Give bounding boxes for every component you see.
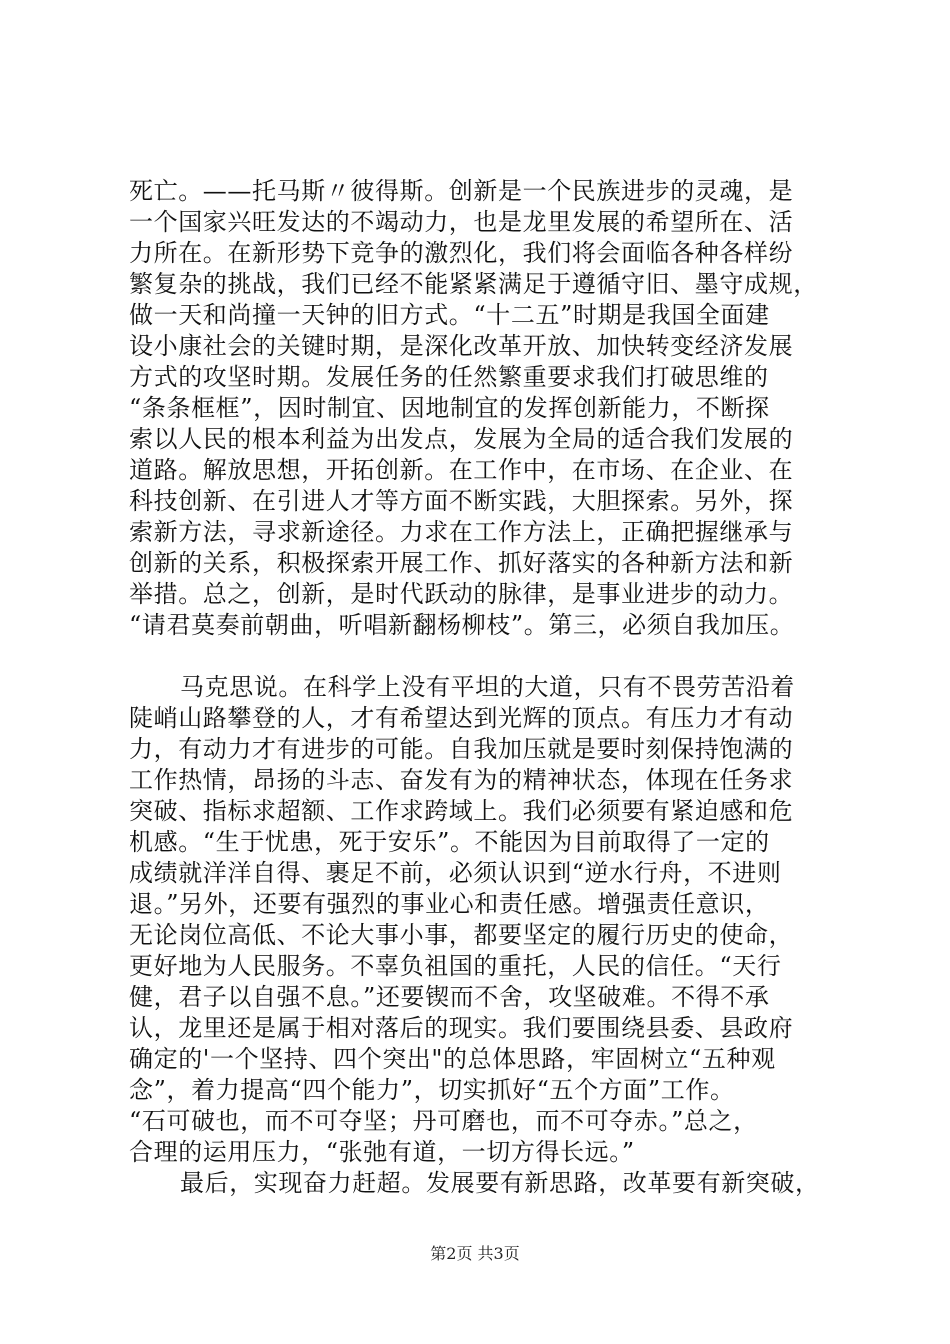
- text-line: 无论岗位高低、不论大事小事，都要坚定的履行历史的使命，: [129, 921, 794, 949]
- text-line: 力所在。在新形势下竞争的激烈化，我们将会面临各种各样纷: [129, 239, 794, 267]
- text-line: 科技创新、在引进人才等方面不断实践，大胆探索。另外，探: [129, 487, 794, 515]
- page-number-footer: 第2页 共3页: [430, 1244, 520, 1263]
- text-line: 设小康社会的关键时期，是深化改革开放、加快转变经济发展: [129, 332, 794, 360]
- text-line: 念”，着力提高“四个能力”，切实抓好“五个方面”工作。: [129, 1076, 735, 1104]
- text-line: 退。”另外，还要有强烈的事业心和责任感。增强责任意识，: [129, 890, 770, 918]
- text-line: 陡峭山路攀登的人，才有希望达到光辉的顶点。有压力才有动: [129, 704, 794, 732]
- text-line: 创新的关系，积极探索开展工作、抓好落实的各种新方法和新: [129, 549, 794, 577]
- text-line: 死亡。——托马斯〃彼得斯。创新是一个民族进步的灵魂，是: [129, 177, 794, 205]
- text-line: 健，君子以自强不息。”还要锲而不舍，攻坚破难。不得不承: [129, 983, 770, 1011]
- text-line: 做一天和尚撞一天钟的旧方式。“十二五”时期是我国全面建: [129, 301, 770, 329]
- text-line: “石可破也，而不可夺坚；丹可磨也，而不可夺赤。”总之，: [129, 1107, 758, 1135]
- paragraph-gap: [129, 641, 849, 672]
- text-line: 索新方法，寻求新途径。力求在工作方法上，正确把握继承与: [129, 518, 794, 546]
- text-line: 机感。“生于忧患，死于安乐”。不能因为目前取得了一定的: [129, 828, 770, 856]
- text-line: 工作热情，昂扬的斗志、奋发有为的精神状态，体现在任务求: [129, 766, 794, 794]
- text-line: “条条框框”，因时制宜、因地制宜的发挥创新能力，不断探: [129, 394, 770, 422]
- text-line: 确定的'一个坚持、四个突出"的总体思路，牢固树立“五种观: [129, 1045, 776, 1073]
- paragraph-catch-up: [129, 1168, 849, 1199]
- body-text: [129, 176, 849, 1199]
- text-line: 举措。总之，创新，是时代跃动的脉律，是事业进步的动力。: [129, 580, 794, 608]
- text-line: 更好地为人民服务。不辜负祖国的重托，人民的信任。“天行: [129, 952, 782, 980]
- text-line: 马克思说。在科学上没有平坦的大道，只有不畏劳苦沿着: [180, 673, 795, 701]
- paragraph-innovation: [129, 176, 849, 641]
- text-line: “请君莫奏前朝曲，听唱新翻杨柳枝”。第三，必须自我加压。: [129, 611, 795, 639]
- text-line: 繁复杂的挑战，我们已经不能紧紧满足于遵循守旧、墨守成规，: [129, 270, 818, 298]
- paragraph-self-pressure: [129, 672, 849, 1168]
- text-line: 道路。解放思想，开拓创新。在工作中，在市场、在企业、在: [129, 456, 794, 484]
- text-line: 认，龙里还是属于相对落后的现实。我们要围绕县委、县政府: [129, 1014, 794, 1042]
- text-line: 索以人民的根本利益为出发点，发展为全局的适合我们发展的: [129, 425, 794, 453]
- text-line: 突破、指标求超额、工作求跨域上。我们必须要有紧迫感和危: [129, 797, 794, 825]
- text-line: 方式的攻坚时期。发展任务的任然繁重要求我们打破思维的: [129, 363, 769, 391]
- text-line: 最后，实现奋力赶超。发展要有新思路，改革要有新突破，: [180, 1169, 820, 1197]
- text-line: 合理的运用压力，“张弛有道，一切方得长远。”: [129, 1138, 635, 1166]
- text-line: 成绩就洋洋自得、裹足不前，必须认识到“逆水行舟，不进则: [129, 859, 782, 887]
- text-line: 力，有动力才有进步的可能。自我加压就是要时刻保持饱满的: [129, 735, 794, 763]
- text-line: 一个国家兴旺发达的不竭动力，也是龙里发展的希望所在、活: [129, 208, 794, 236]
